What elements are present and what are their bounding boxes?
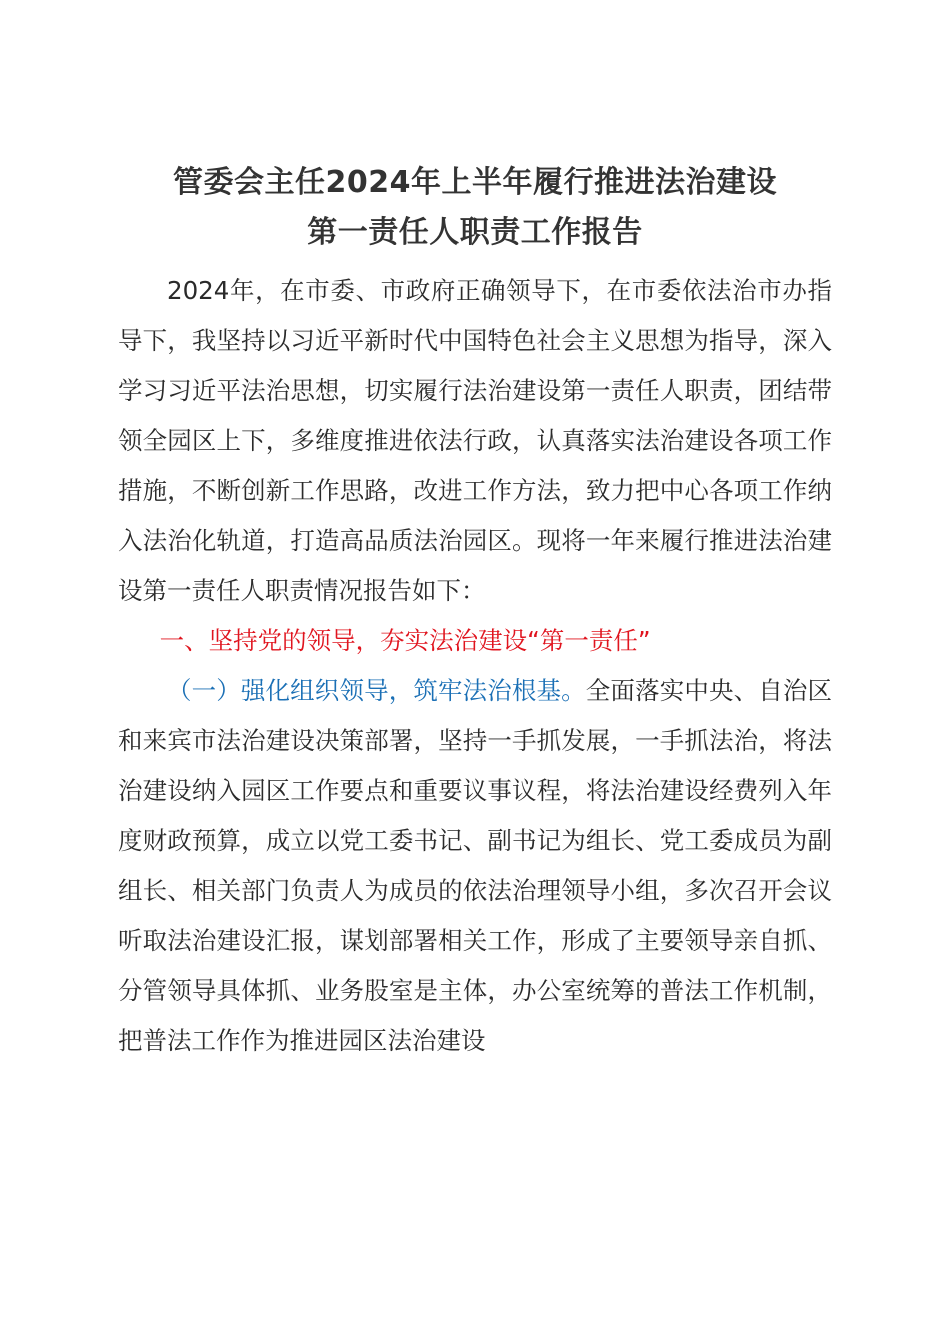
subsection-1-paragraph bbox=[118, 666, 832, 1066]
document-title bbox=[118, 158, 832, 258]
document-body bbox=[118, 266, 832, 1066]
intro-paragraph: 2024年，在市委、市政府正确领导下，在市委依法治市办指导下，我坚持以习近平新时代中国特色社会主义思想为指导，深入学习习近平法治思想，切实履行法治建设第一责任人职责，团结带领全园区上下，多维度推进依法行政，认真落实法治建设各项工作措施，不断创新工作思路，改进工作方法，致力把中心各项工作纳入法治化轨道，打造高品质法治园区。现将一年来履行推进法治建设第一责任人职责情况报告如下： bbox=[118, 276, 832, 605]
document-page bbox=[118, 158, 832, 1066]
subsection-1-heading: （一）强化组织领导，筑牢法治根基。 bbox=[167, 676, 586, 705]
title-line-1: 管委会主任2024年上半年履行推进法治建设 bbox=[173, 165, 777, 200]
subsection-1-body: 全面落实中央、自治区和来宾市法治建设决策部署，坚持一手抓发展，一手抓法治，将法治建设纳入园区工作要点和重要议事议程，将法治建设经费列入年度财政预算，成立以党工委书记、副书记为组长、党工委成员为副组长、相关部门负责人为成员的依法治理领导小组，多次召开会议听取法治建设汇报，谋划部署相关工作，形成了主要领导亲自抓、分管领导具体抓、业务股室是主体，办公室统筹的普法工作机制，把普法工作作为推进园区法治建设 bbox=[118, 676, 833, 1055]
section-1-heading: 一、坚持党的领导，夯实法治建设“第一责任” bbox=[159, 626, 651, 655]
title-line-2: 第一责任人职责工作报告 bbox=[307, 215, 643, 250]
